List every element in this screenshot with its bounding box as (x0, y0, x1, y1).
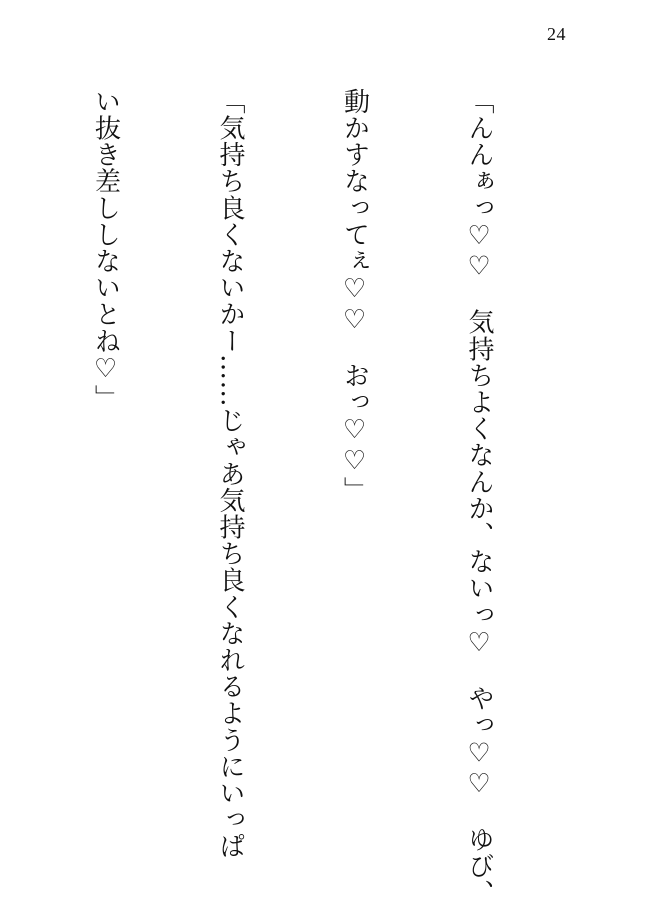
text-line: 「気持ち良くないかー……じゃあ気持ち良くなれるようにいっぱ (215, 88, 245, 860)
page-number: 24 (547, 24, 566, 44)
text-line (0, 88, 1, 868)
text-line: い抜き差ししないとね♡」 (90, 88, 121, 412)
text-line: 動かすなってぇ♡♡ おっ♡♡」 (339, 88, 370, 503)
vertical-text-body (0, 88, 582, 906)
text-line: 「んんぁっ♡♡ 気持ちよくなんか、ないっ♡ やっ♡♡ ゆび、 (464, 88, 494, 906)
